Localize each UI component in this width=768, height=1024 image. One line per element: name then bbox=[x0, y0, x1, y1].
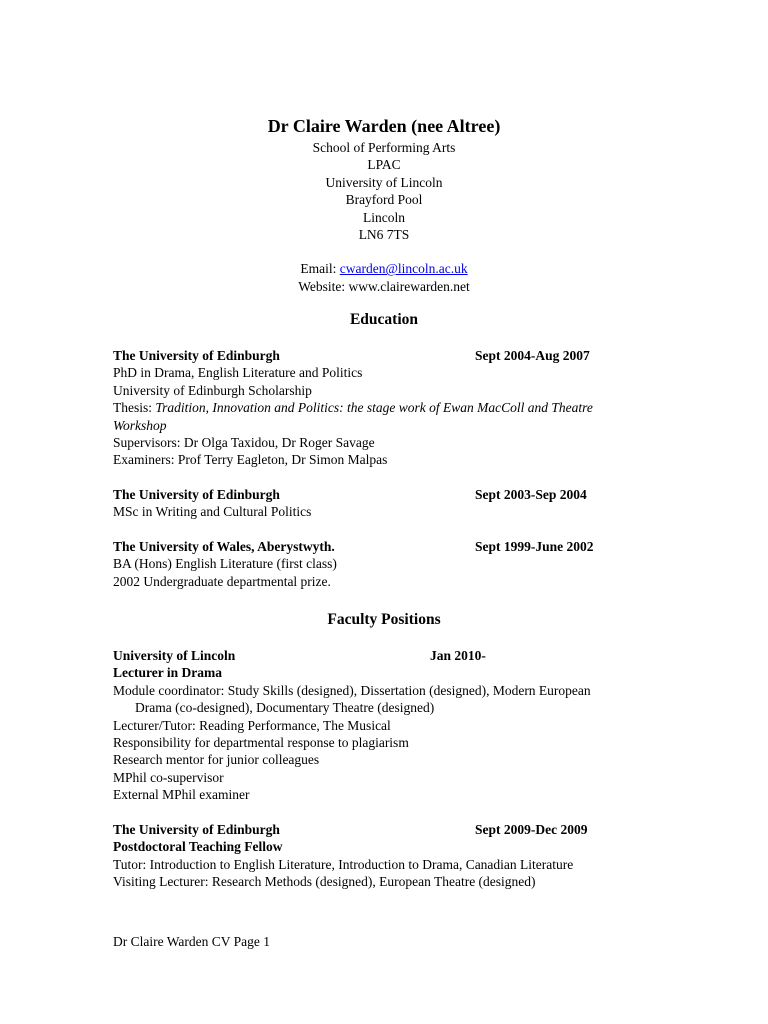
entry-line: PhD in Drama, English Literature and Politics bbox=[113, 365, 363, 381]
entry-line: Lecturer/Tutor: Reading Performance, The Musical bbox=[113, 717, 391, 733]
education-entry-aberystwyth bbox=[113, 538, 653, 590]
email-label: Email: bbox=[300, 261, 340, 277]
faculty-entry-edinburgh bbox=[113, 821, 653, 891]
thesis-title-cont: Workshop bbox=[113, 417, 167, 433]
faculty-heading: Faculty Positions bbox=[327, 611, 441, 628]
email-line bbox=[0, 260, 768, 277]
entry-header bbox=[113, 538, 653, 555]
entry-dates: Sept 2009-Dec 2009 bbox=[475, 822, 588, 837]
thesis-label: Thesis: bbox=[113, 400, 156, 416]
entry-line: Research mentor for junior colleagues bbox=[113, 752, 320, 768]
address-block bbox=[0, 139, 768, 243]
entry-dates: Jan 2010- bbox=[430, 648, 486, 663]
education-heading: Education bbox=[349, 311, 419, 328]
role-title: Lecturer in Drama bbox=[113, 665, 222, 681]
entry-line: MPhil co-supervisor bbox=[113, 769, 224, 785]
institution: The University of Edinburgh bbox=[113, 822, 280, 837]
address-line: LN6 7TS bbox=[358, 227, 410, 243]
entry-line: 2002 Undergraduate departmental prize. bbox=[113, 573, 331, 589]
education-entry-edinburgh-msc bbox=[113, 486, 653, 521]
thesis-line-cont bbox=[113, 417, 653, 434]
faculty-entry-lincoln bbox=[113, 647, 653, 804]
entry-dates: Sept 1999-June 2002 bbox=[475, 539, 594, 554]
address-line: School of Performing Arts bbox=[312, 140, 456, 155]
address-line: Lincoln bbox=[363, 209, 405, 225]
entry-line: External MPhil examiner bbox=[113, 787, 250, 803]
email-link[interactable]: cwarden@lincoln.ac.uk bbox=[339, 261, 468, 277]
address-line: University of Lincoln bbox=[325, 174, 443, 190]
entry-line: BA (Hons) English Literature (first class) bbox=[113, 556, 337, 572]
entry-header bbox=[113, 821, 653, 838]
entry-header bbox=[113, 486, 653, 503]
page-footer: Dr Claire Warden CV Page 1 bbox=[113, 934, 271, 949]
contact-block bbox=[0, 260, 768, 295]
address-line: Brayford Pool bbox=[345, 192, 423, 208]
entry-line: Examiners: Prof Terry Eagleton, Dr Simon Malpas bbox=[113, 452, 388, 468]
institution: University of Lincoln bbox=[113, 648, 236, 663]
entry-line: Responsibility for departmental response to plagiarism bbox=[113, 735, 409, 751]
website-line: Website: www.clairewarden.net bbox=[298, 278, 470, 294]
entry-header bbox=[113, 647, 653, 664]
role-title: Postdoctoral Teaching Fellow bbox=[113, 839, 283, 855]
institution: The University of Edinburgh bbox=[113, 348, 280, 363]
education-entry-edinburgh-phd bbox=[113, 347, 653, 469]
institution: The University of Edinburgh bbox=[113, 487, 280, 502]
entry-line: Drama (co-designed), Documentary Theatre (designed) bbox=[135, 700, 435, 716]
cv-header bbox=[0, 114, 768, 295]
entry-line: University of Edinburgh Scholarship bbox=[113, 382, 312, 398]
entry-line: Module coordinator: Study Skills (designed), Dissertation (designed), Modern European bbox=[113, 682, 591, 698]
entry-line: Tutor: Introduction to English Literature, Introduction to Drama, Canadian Literature bbox=[113, 856, 574, 872]
entry-line: MSc in Writing and Cultural Politics bbox=[113, 504, 312, 520]
entry-dates: Sept 2003-Sep 2004 bbox=[475, 487, 587, 502]
entry-line: Visiting Lecturer: Research Methods (designed), European Theatre (designed) bbox=[113, 874, 536, 890]
thesis-line bbox=[113, 399, 653, 416]
entry-header bbox=[113, 347, 653, 364]
thesis-title: Tradition, Innovation and Politics: the stage work of Ewan MacColl and Theatre bbox=[155, 400, 593, 416]
entry-line: Supervisors: Dr Olga Taxidou, Dr Roger Savage bbox=[113, 435, 375, 451]
institution: The University of Wales, Aberystwyth. bbox=[113, 539, 335, 554]
cv-name: Dr Claire Warden (nee Altree) bbox=[267, 116, 501, 136]
address-line: LPAC bbox=[367, 157, 401, 173]
entry-dates: Sept 2004-Aug 2007 bbox=[475, 348, 590, 363]
